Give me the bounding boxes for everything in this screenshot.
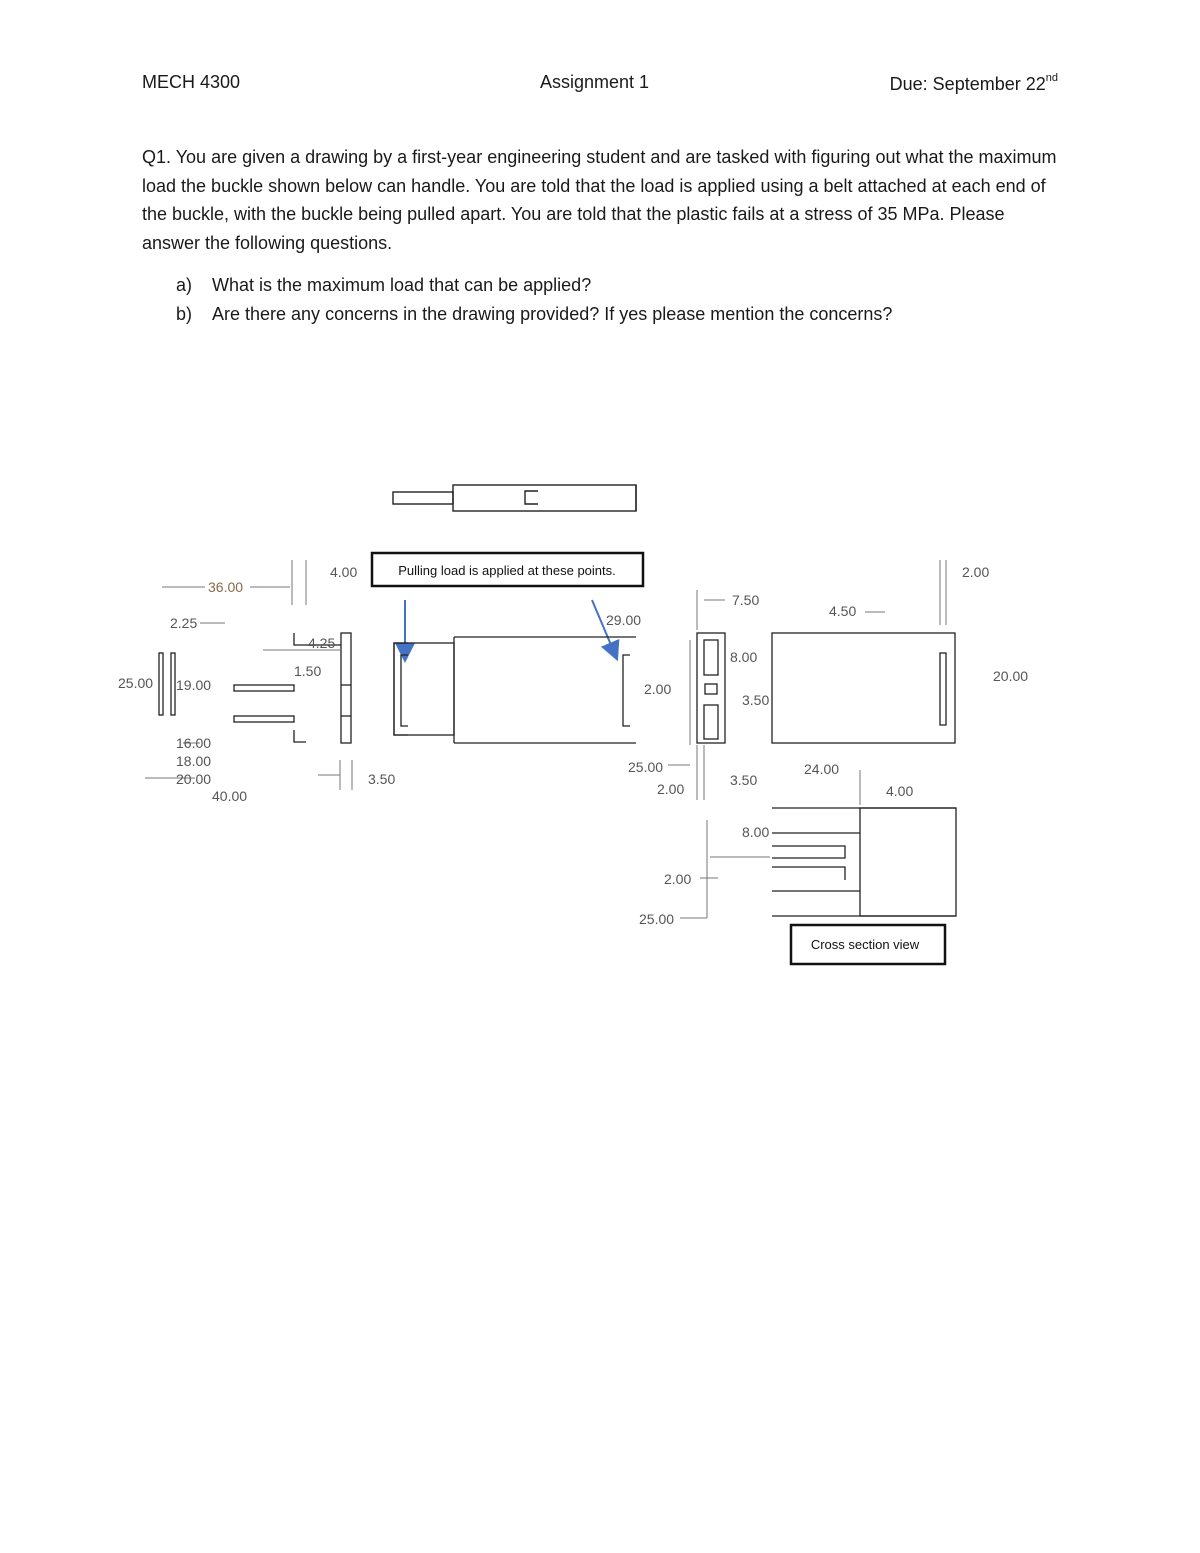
- svg-text:3.50: 3.50: [730, 772, 758, 788]
- svg-text:40.00: 40.00: [212, 788, 248, 804]
- svg-text:20.00: 20.00: [993, 668, 1029, 684]
- page-header: [142, 72, 1058, 102]
- svg-text:3.50: 3.50: [368, 771, 396, 787]
- svg-text:2.25: 2.25: [170, 615, 198, 631]
- question-item-b: [176, 300, 1056, 329]
- item-label: b): [176, 303, 193, 324]
- svg-text:4.25: 4.25: [308, 635, 336, 651]
- svg-text:25.00: 25.00: [639, 911, 675, 927]
- svg-text:1.50: 1.50: [294, 663, 322, 679]
- assignment-title: Assignment 1: [540, 72, 650, 92]
- due-date: Due: September 22nd: [889, 72, 1058, 94]
- svg-text:24.00: 24.00: [804, 761, 840, 777]
- right-dimension-text: [606, 564, 1028, 927]
- svg-text:2.00: 2.00: [657, 781, 685, 797]
- top-view: [393, 485, 636, 511]
- svg-text:25.00: 25.00: [118, 675, 154, 691]
- svg-text:3.50: 3.50: [742, 692, 770, 708]
- svg-text:4.00: 4.00: [886, 783, 914, 799]
- svg-text:4.50: 4.50: [829, 603, 857, 619]
- cross-section-label: Cross section view: [810, 937, 920, 952]
- question-item-a: [176, 271, 1056, 300]
- svg-text:19.00: 19.00: [176, 677, 212, 693]
- item-label: a): [176, 275, 193, 295]
- buckle-technical-drawing: [0, 470, 1200, 990]
- course-code: MECH 4300: [142, 72, 241, 92]
- svg-text:2.00: 2.00: [644, 681, 672, 697]
- svg-text:8.00: 8.00: [730, 649, 758, 665]
- svg-text:7.50: 7.50: [732, 592, 760, 608]
- svg-text:4.00: 4.00: [330, 564, 358, 580]
- svg-text:2.00: 2.00: [962, 564, 990, 580]
- left-part-views: [159, 633, 636, 743]
- svg-text:36.00: 36.00: [208, 579, 244, 595]
- load-callout-text: Pulling load is applied at these points.: [398, 563, 616, 578]
- svg-text:29.00: 29.00: [606, 612, 642, 628]
- svg-text:2.00: 2.00: [664, 871, 692, 887]
- question-items: [176, 271, 1056, 328]
- svg-text:18.00: 18.00: [176, 753, 212, 769]
- svg-text:8.00: 8.00: [742, 824, 770, 840]
- item-text: Are there any concerns in the drawing provided? If yes please mention the concerns?: [212, 303, 893, 324]
- svg-text:25.00: 25.00: [628, 759, 664, 775]
- svg-text:20.00: 20.00: [176, 771, 212, 787]
- svg-text:16.00: 16.00: [176, 735, 212, 751]
- question-text: Q1. You are given a drawing by a first-year engineering student and are tasked with figuring out what the maximum load the buckle shown below can handle. You are told that the load is applied using a belt attached at each end of the buckle, with the buckle being pulled apart. You are told that the plastic fails at a stress of 35 MPa. Please answer the following questions.: [142, 147, 1057, 253]
- item-text: What is the maximum load that can be applied?: [212, 275, 592, 295]
